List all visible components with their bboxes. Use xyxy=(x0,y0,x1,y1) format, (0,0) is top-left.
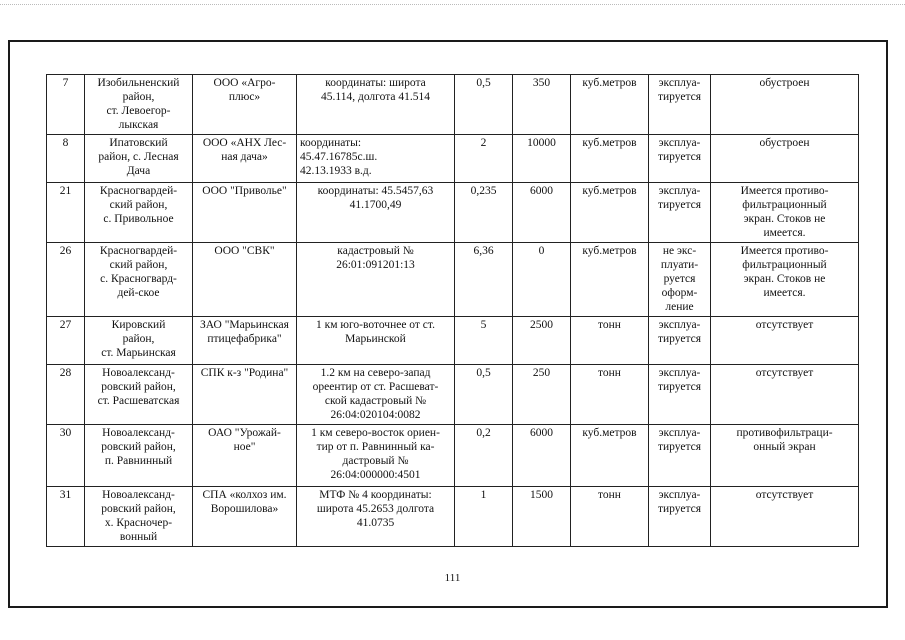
filter-screen-cell: Имеется противо- фильтрационный экран. Стоков не имеется. xyxy=(711,183,859,243)
status-cell: эксплуа- тируется xyxy=(649,183,711,243)
unit-cell: куб.метров xyxy=(571,183,649,243)
organization-cell: ОАО "Урожай- ное" xyxy=(193,425,297,487)
table-row xyxy=(47,365,859,425)
district-cell: Красногвардей- ский район, с. Привольное xyxy=(85,183,193,243)
area-cell: 0,235 xyxy=(455,183,513,243)
volume-cell: 6000 xyxy=(513,425,571,487)
row-number-cell: 26 xyxy=(47,243,85,317)
page-number: 111 xyxy=(444,572,461,584)
status-cell: эксплуа- тируется xyxy=(649,487,711,547)
volume-cell: 0 xyxy=(513,243,571,317)
location-cell: 1.2 км на северо-запад ореентир от ст. Расшеват- ской кадастровый № 26:04:020104:0082 xyxy=(297,365,455,425)
location-cell: координаты: 45.5457,63 41.1700,49 xyxy=(297,183,455,243)
unit-cell: куб.метров xyxy=(571,135,649,183)
organization-cell: ЗАО "Марьинская птицефабрика" xyxy=(193,317,297,365)
status-cell: эксплуа- тируется xyxy=(649,365,711,425)
organization-cell: ООО "СВК" xyxy=(193,243,297,317)
district-cell: Новоалександ- ровский район, х. Красночер- вонный xyxy=(85,487,193,547)
filter-screen-cell: обустроен xyxy=(711,135,859,183)
location-cell: координаты: широта 45.114, долгота 41.514 xyxy=(297,75,455,135)
status-cell: эксплуа- тируется xyxy=(649,135,711,183)
filter-screen-cell: Имеется противо- фильтрационный экран. Стоков не имеется. xyxy=(711,243,859,317)
area-cell: 1 xyxy=(455,487,513,547)
district-cell: Изобильненский район, ст. Левоегор- лыкская xyxy=(85,75,193,135)
district-cell: Кировский район, ст. Марьинская xyxy=(85,317,193,365)
unit-cell: тонн xyxy=(571,365,649,425)
storage-facilities-table xyxy=(46,74,859,547)
organization-cell: СПК к-з "Родина" xyxy=(193,365,297,425)
unit-cell: куб.метров xyxy=(571,243,649,317)
table-row xyxy=(47,135,859,183)
table-row xyxy=(47,317,859,365)
unit-cell: куб.метров xyxy=(571,425,649,487)
status-cell: не экс- плуати- руется оформ- ление xyxy=(649,243,711,317)
area-cell: 6,36 xyxy=(455,243,513,317)
status-cell: эксплуа- тируется xyxy=(649,75,711,135)
table-row xyxy=(47,243,859,317)
volume-cell: 10000 xyxy=(513,135,571,183)
filter-screen-cell: отсутствует xyxy=(711,317,859,365)
volume-cell: 250 xyxy=(513,365,571,425)
area-cell: 0,5 xyxy=(455,365,513,425)
row-number-cell: 21 xyxy=(47,183,85,243)
filter-screen-cell: отсутствует xyxy=(711,365,859,425)
table-row xyxy=(47,487,859,547)
organization-cell: ООО «Агро- плюс» xyxy=(193,75,297,135)
organization-cell: ООО «АНХ Лес- ная дача» xyxy=(193,135,297,183)
unit-cell: тонн xyxy=(571,487,649,547)
location-cell: 1 км северо-восток ориен- тир от п. Равнинный ка- дастровый № 26:04:000000:4501 xyxy=(297,425,455,487)
filter-screen-cell: обустроен xyxy=(711,75,859,135)
volume-cell: 2500 xyxy=(513,317,571,365)
location-cell: 1 км юго-воточнее от ст. Марьинской xyxy=(297,317,455,365)
row-number-cell: 7 xyxy=(47,75,85,135)
scan-artifact-line xyxy=(0,4,905,13)
organization-cell: ООО "Приволье" xyxy=(193,183,297,243)
status-cell: эксплуа- тируется xyxy=(649,425,711,487)
location-cell: МТФ № 4 координаты: широта 45.2653 долгота 41.0735 xyxy=(297,487,455,547)
area-cell: 5 xyxy=(455,317,513,365)
table-row xyxy=(47,75,859,135)
district-cell: Новоалександ- ровский район, ст. Расшеватская xyxy=(85,365,193,425)
unit-cell: куб.метров xyxy=(571,75,649,135)
area-cell: 2 xyxy=(455,135,513,183)
volume-cell: 6000 xyxy=(513,183,571,243)
table-row xyxy=(47,183,859,243)
location-cell: кадастровый № 26:01:091201:13 xyxy=(297,243,455,317)
filter-screen-cell: отсутствует xyxy=(711,487,859,547)
row-number-cell: 27 xyxy=(47,317,85,365)
row-number-cell: 28 xyxy=(47,365,85,425)
volume-cell: 1500 xyxy=(513,487,571,547)
table-row xyxy=(47,425,859,487)
row-number-cell: 30 xyxy=(47,425,85,487)
district-cell: Ипатовский район, с. Лесная Дача xyxy=(85,135,193,183)
unit-cell: тонн xyxy=(571,317,649,365)
area-cell: 0,2 xyxy=(455,425,513,487)
row-number-cell: 8 xyxy=(47,135,85,183)
row-number-cell: 31 xyxy=(47,487,85,547)
volume-cell: 350 xyxy=(513,75,571,135)
status-cell: эксплуа- тируется xyxy=(649,317,711,365)
organization-cell: СПА «колхоз им. Ворошилова» xyxy=(193,487,297,547)
filter-screen-cell: противофильтраци- онный экран xyxy=(711,425,859,487)
table-body xyxy=(47,75,859,547)
district-cell: Красногвардей- ский район, с. Красногвард- дей-ское xyxy=(85,243,193,317)
location-cell: координаты: 45.47.16785с.ш. 42.13.1933 в.д. xyxy=(297,135,455,183)
district-cell: Новоалександ- ровский район, п. Равнинный xyxy=(85,425,193,487)
area-cell: 0,5 xyxy=(455,75,513,135)
